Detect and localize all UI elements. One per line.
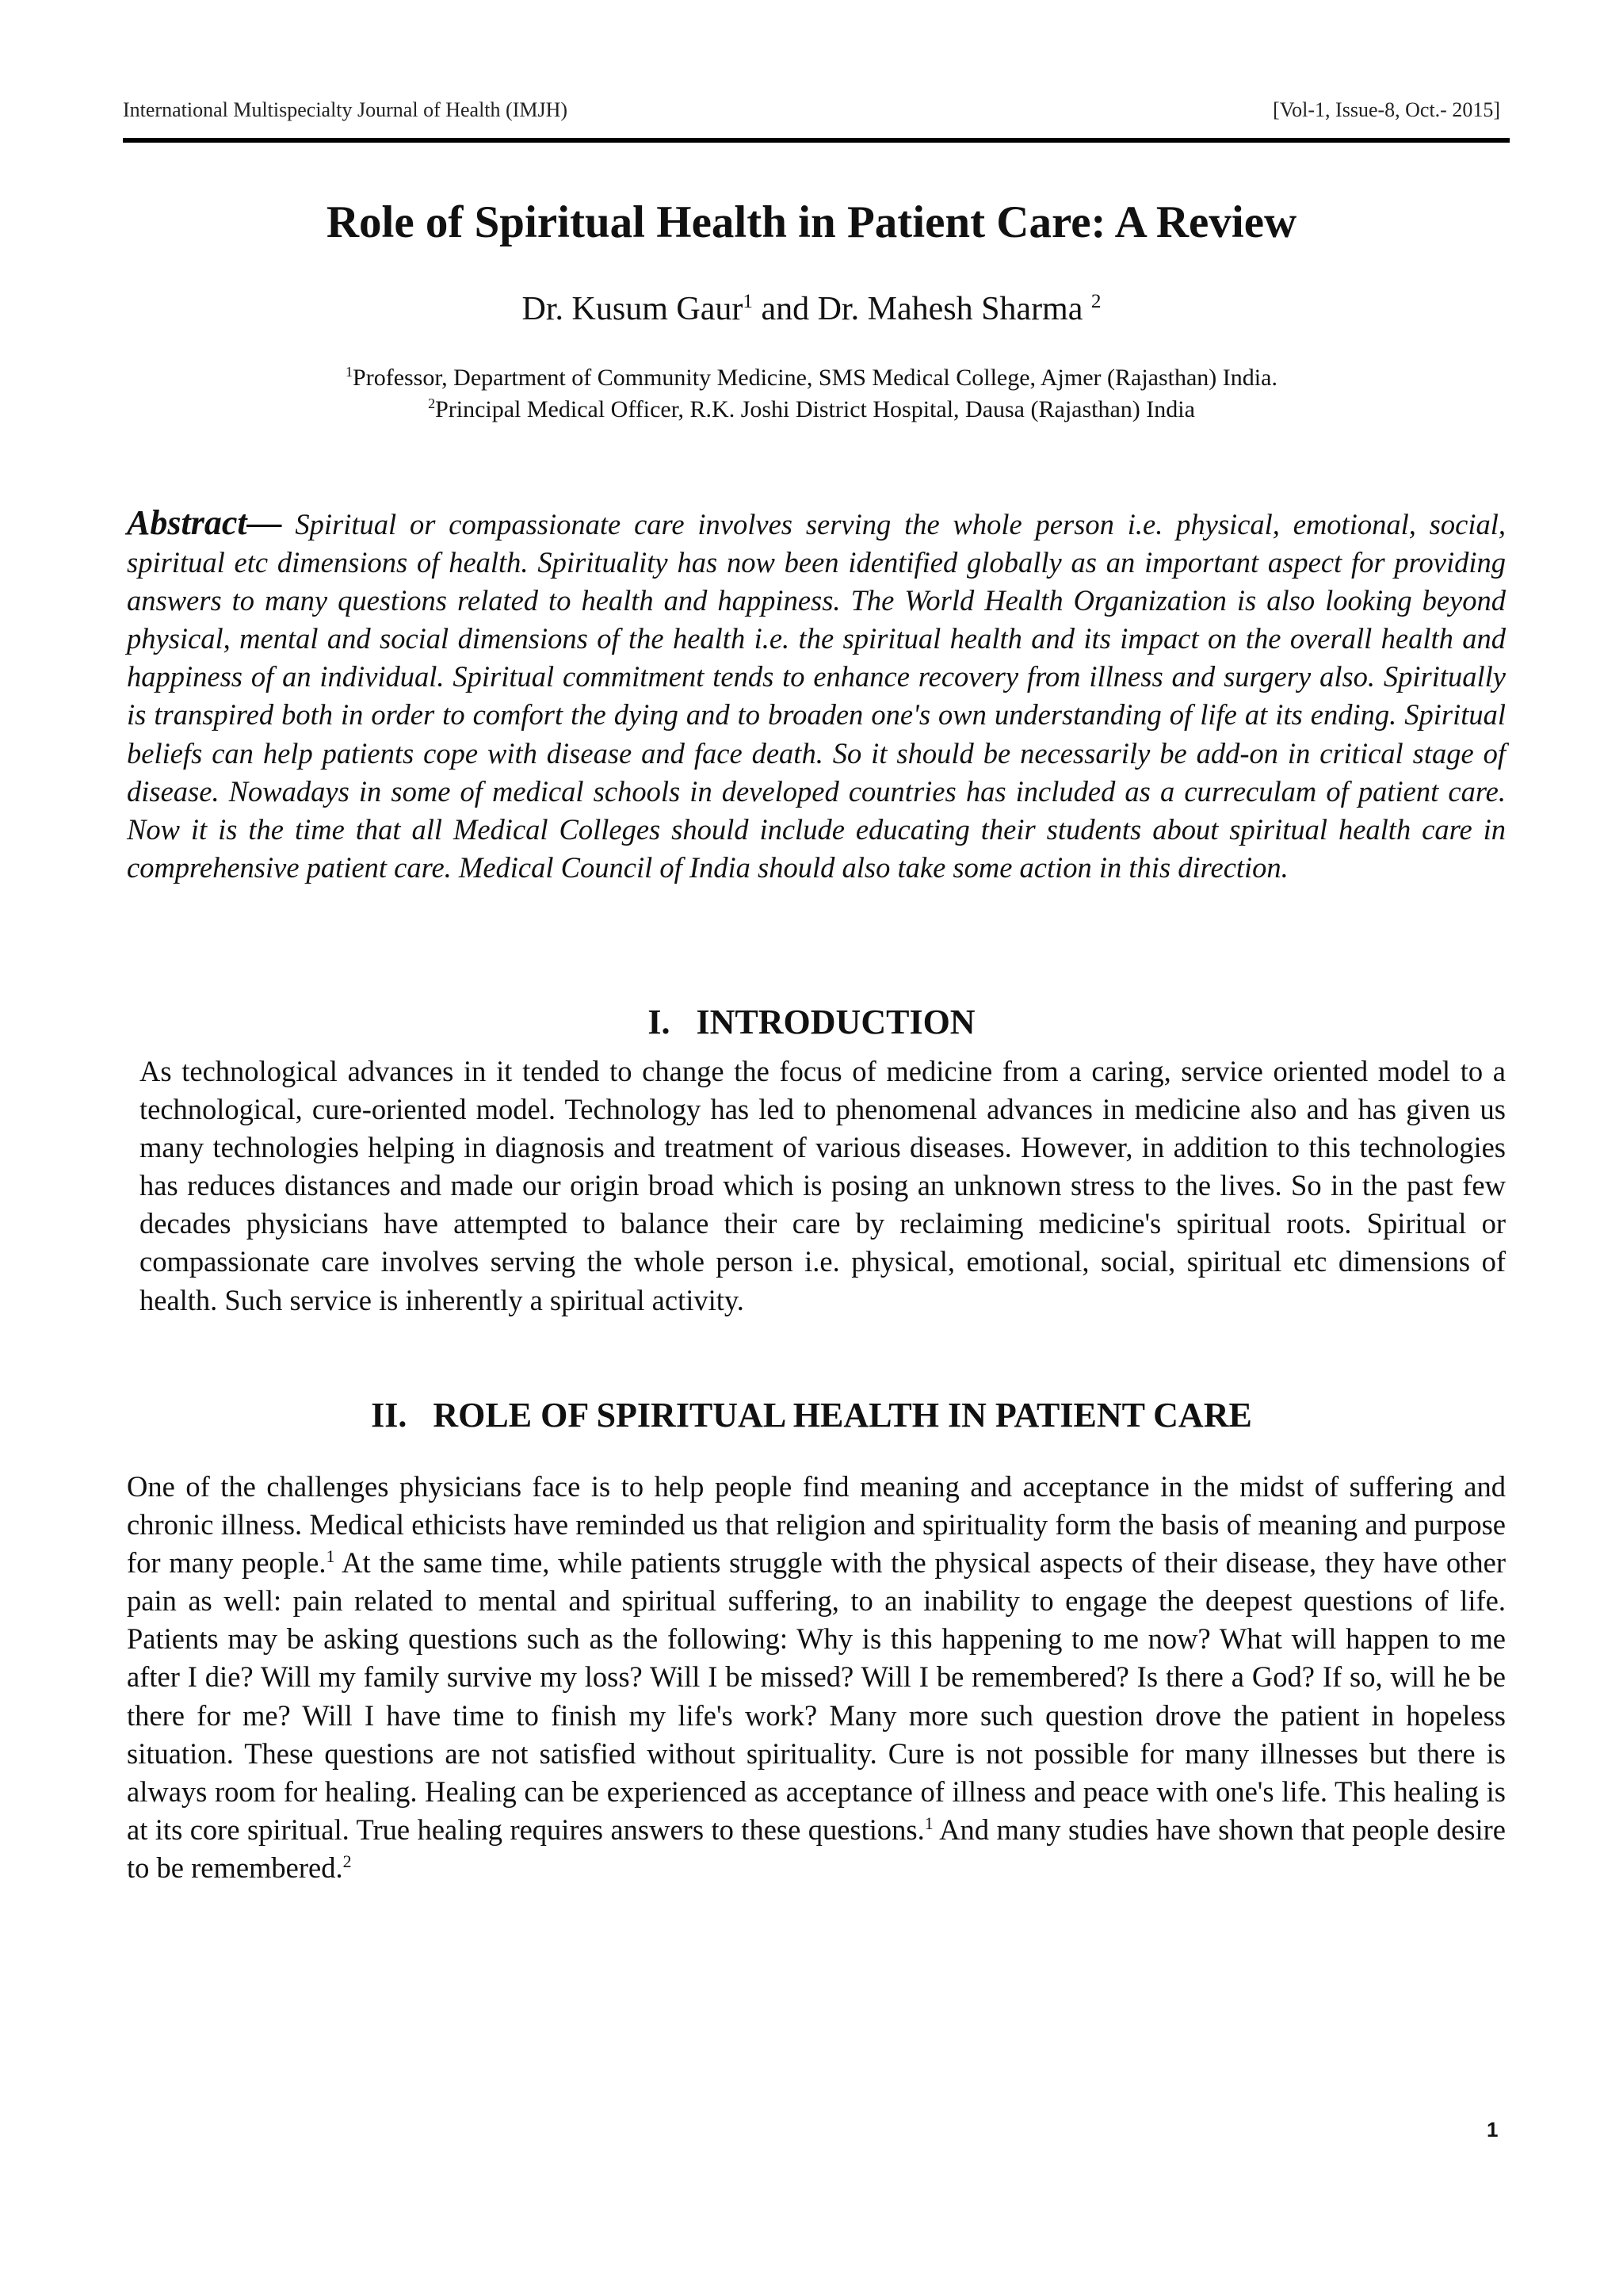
author-line bbox=[0, 290, 1623, 328]
affiliation-1-mark: 1 bbox=[346, 364, 353, 380]
abstract bbox=[127, 504, 1506, 887]
paper-title: Role of Spiritual Health in Patient Care: A Review bbox=[326, 197, 1297, 247]
affiliation-2-text: Principal Medical Officer, R.K. Joshi District Hospital, Dausa (Rajasthan) India bbox=[435, 396, 1195, 422]
affiliation-1-text: Professor, Department of Community Medicine, SMS Medical College, Ajmer (Rajasthan) India. bbox=[353, 365, 1277, 391]
section-heading-role-of-spiritual-health: II. ROLE OF SPIRITUAL HEALTH IN PATIENT CARE bbox=[371, 1396, 1252, 1435]
section-heading-introduction: I. INTRODUCTION bbox=[647, 1003, 976, 1041]
abstract-text: Spiritual or compassionate care involves serving the whole person i.e. physical, emotional, social, spiritual etc dimensions of health. Spirituality has now been identified globally as an important aspect for providing answers to many questions related to health and happiness. The World Health Organization is also looking beyond physical, mental and social dimensions of the health i.e. the spiritual health and its impact on the overall health and happiness of an individual. Spiritual commitment tends to enhance recovery from illness and surgery also. Spiritually is transpired both in order to comfort the dying and to broaden one's own understanding of life at its ending. Spiritual beliefs can help patients cope with disease and face death. So it should be necessarily be add-on in critical stage of disease. Nowadays in some of medical schools in developed countries has included as a curreculam of patient care. Now it is the time that all Medical Colleges should include educating their students about spiritual health care in comprehensive patient care. Medical Council of India should also take some action in this direction. bbox=[127, 508, 1506, 884]
citation-mark: 2 bbox=[342, 1851, 352, 1871]
journal-name: International Multispecialty Journal of Health (IMJH) bbox=[123, 98, 568, 121]
running-header bbox=[123, 98, 1500, 122]
author-1-affiliation-mark: 1 bbox=[743, 291, 753, 312]
role-text-part-2: At the same time, while patients struggle with the physical aspects of their disease, they have other pain as well: pain related to mental and spiritual suffering, to an inability to engage the deepest questions of life. Patients may be asking questions such as the following: Why is this happening to me now? What will happen to me after I die? Will my family survive my loss? Will I be missed? Will I be remembered? Is there a God? If so, will he be there for me? Will I have time to finish my life's work? Many more such question drove the patient in hopeless situation. These questions are not satisfied without spirituality. Cure is not possible for many illnesses but there is always room for healing. Healing can be experienced as acceptance of illness and peace with one's life. This healing is at its core spiritual. True healing requires answers to these questions. bbox=[127, 1546, 1507, 1846]
introduction-paragraph: As technological advances in it tended to change the focus of medicine from a caring, service oriented model to a technological, cure-oriented model. Technology has led to phenomenal advances in medicine also and has given us many technologies helping in diagnosis and treatment of various diseases. However, in addition to this technologies has reduces distances and made our origin broad which is posing an unknown stress to the lives. So in the past few decades physicians have attempted to balance their care by reclaiming medicine's spiritual roots. Spiritual or compassionate care involves serving the whole person i.e. physical, emotional, social, spiritual etc dimensions of health. Such service is inherently a spiritual activity. bbox=[139, 1055, 1506, 1316]
role-text-part-1: One of the challenges physicians face is to help people find meaning and acceptance in the midst of suffering and chronic illness. Medical ethicists have reminded us that religion and spirituality form the basis of meaning and purpose for many people. bbox=[127, 1470, 1506, 1580]
affiliation-2 bbox=[0, 396, 1623, 423]
abstract-label: Abstract— bbox=[127, 503, 282, 542]
role-text-part-3: And many studies have shown that people desire to be remembered. bbox=[127, 1813, 1506, 1884]
author-1: Dr. Kusum Gaur bbox=[521, 291, 743, 327]
affiliation-2-mark: 2 bbox=[428, 395, 436, 411]
role-paragraph bbox=[127, 1468, 1506, 1887]
author-2: Dr. Mahesh Sharma bbox=[817, 291, 1091, 327]
page-number: 1 bbox=[1487, 2118, 1499, 2141]
citation-mark: 1 bbox=[924, 1813, 934, 1833]
author-2-affiliation-mark: 2 bbox=[1090, 291, 1102, 312]
header-rule bbox=[123, 138, 1510, 143]
citation-mark: 1 bbox=[326, 1546, 335, 1567]
author-conjunction: and bbox=[752, 291, 818, 327]
affiliation-1 bbox=[0, 365, 1623, 392]
issue-info: [Vol-1, Issue-8, Oct.- 2015] bbox=[1273, 98, 1500, 121]
